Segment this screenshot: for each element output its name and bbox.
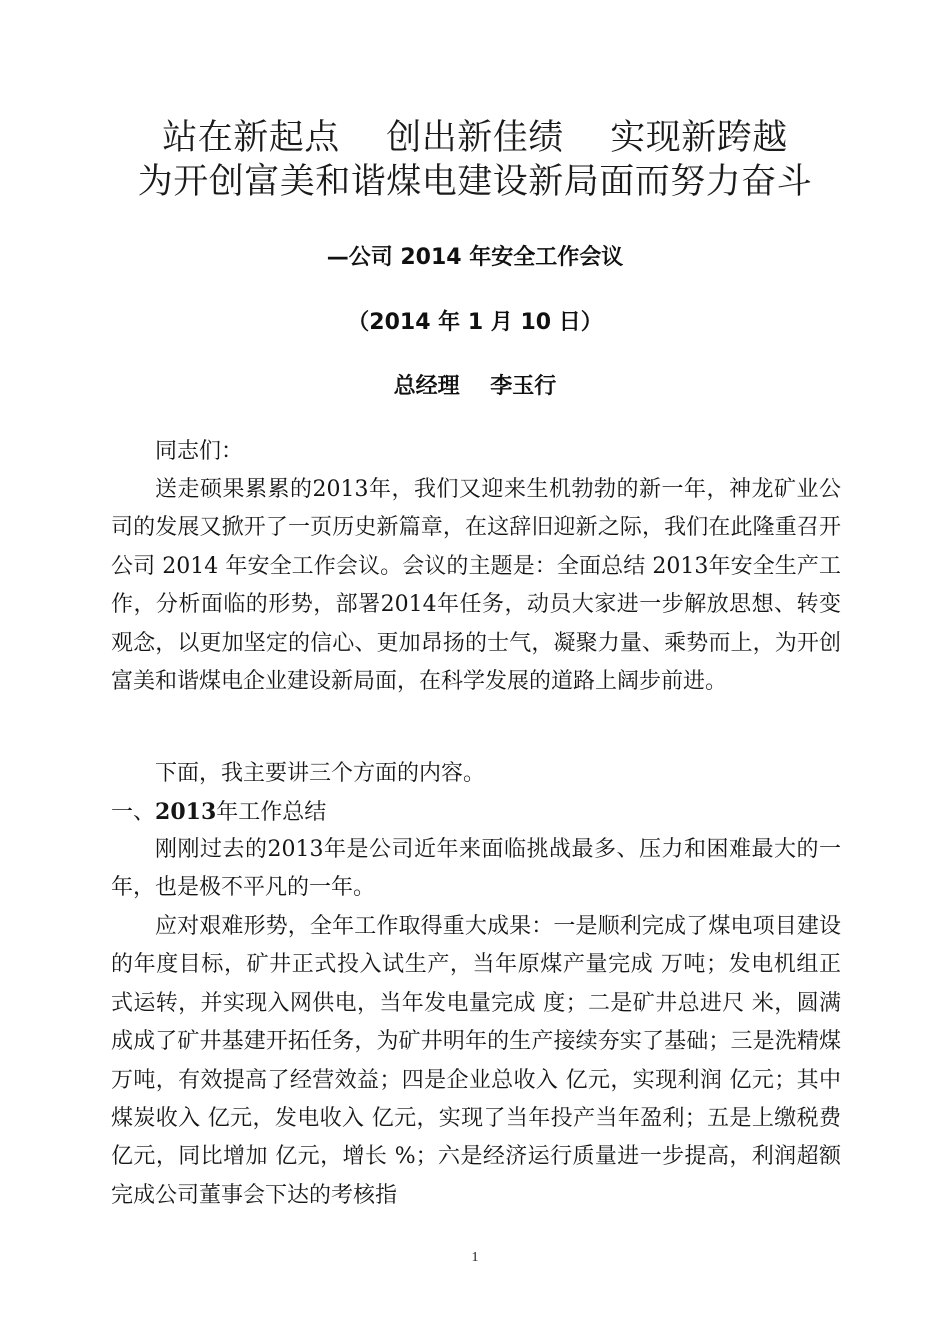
meeting-subtitle: —公司 2014 年安全工作会议	[326, 245, 624, 270]
title-line-1: 站在新起点 创出新佳绩 实现新跨越	[162, 118, 788, 158]
section-heading-year: 2013	[155, 799, 217, 825]
paragraph-outline: 下面，我主要讲三个方面的内容。	[155, 761, 486, 786]
title-line-2: 为开创富美和谐煤电建设新局面而努力奋斗	[137, 162, 813, 202]
greeting: 同志们：	[155, 439, 244, 464]
paragraph-review: 刚刚过去的2013年是公司近年来面临挑战最多、压力和困难最大的一年，也是极不平凡的一年。	[111, 837, 841, 901]
section-heading-prefix: 一、	[111, 800, 156, 825]
meeting-date: （2014 年 1 月 10 日）	[347, 310, 603, 335]
section-heading-1	[111, 793, 841, 832]
section-heading-suffix: 年工作总结	[216, 800, 327, 825]
paragraph-intro: 送走硕果累累的2013年，我们又迎来生机勃勃的新一年，神龙矿业公司的发展又掀开了一页历史新篇章，在这辞旧迎新之际，我们在此隆重召开公司 2014 年安全工作会议。会议的主题是：全面总结 2013年安全生产工作，分析面临的形势，部署2014年任务，动员大家进一步解放思想、转变观念，以更加坚定的信心、更加昂扬的士气，凝聚力量、乘势而上，为开创富美和谐煤电企业建设新局面，在科学发展的道路上阔步前进。	[111, 477, 841, 695]
speaker-name: 总经理 李玉行	[393, 374, 557, 399]
paragraph-achievements: 应对艰难形势，全年工作取得重大成果：一是顺利完成了煤电项目建设的年度目标，矿井正式投入试生产，当年原煤产量完成 万吨；发电机组正式运转，并实现入网供电，当年发电量完成 度；二是矿井总进尺 米，圆满成成了矿井基建开拓任务，为矿井明年的生产接续夯实了基础；三是洗精煤 万吨，有效提高了经营效益；四是企业总收入 亿元，实现利润 亿元；其中煤炭收入 亿元，发电收入 亿元，实现了当年投产当年盈利；五是上缴税费 亿元，同比增加 亿元，增长 %；六是经济运行质量进一步提高，利润超额完成公司董事会下达的考核指	[111, 914, 841, 1208]
page-number: 1	[471, 1250, 479, 1265]
